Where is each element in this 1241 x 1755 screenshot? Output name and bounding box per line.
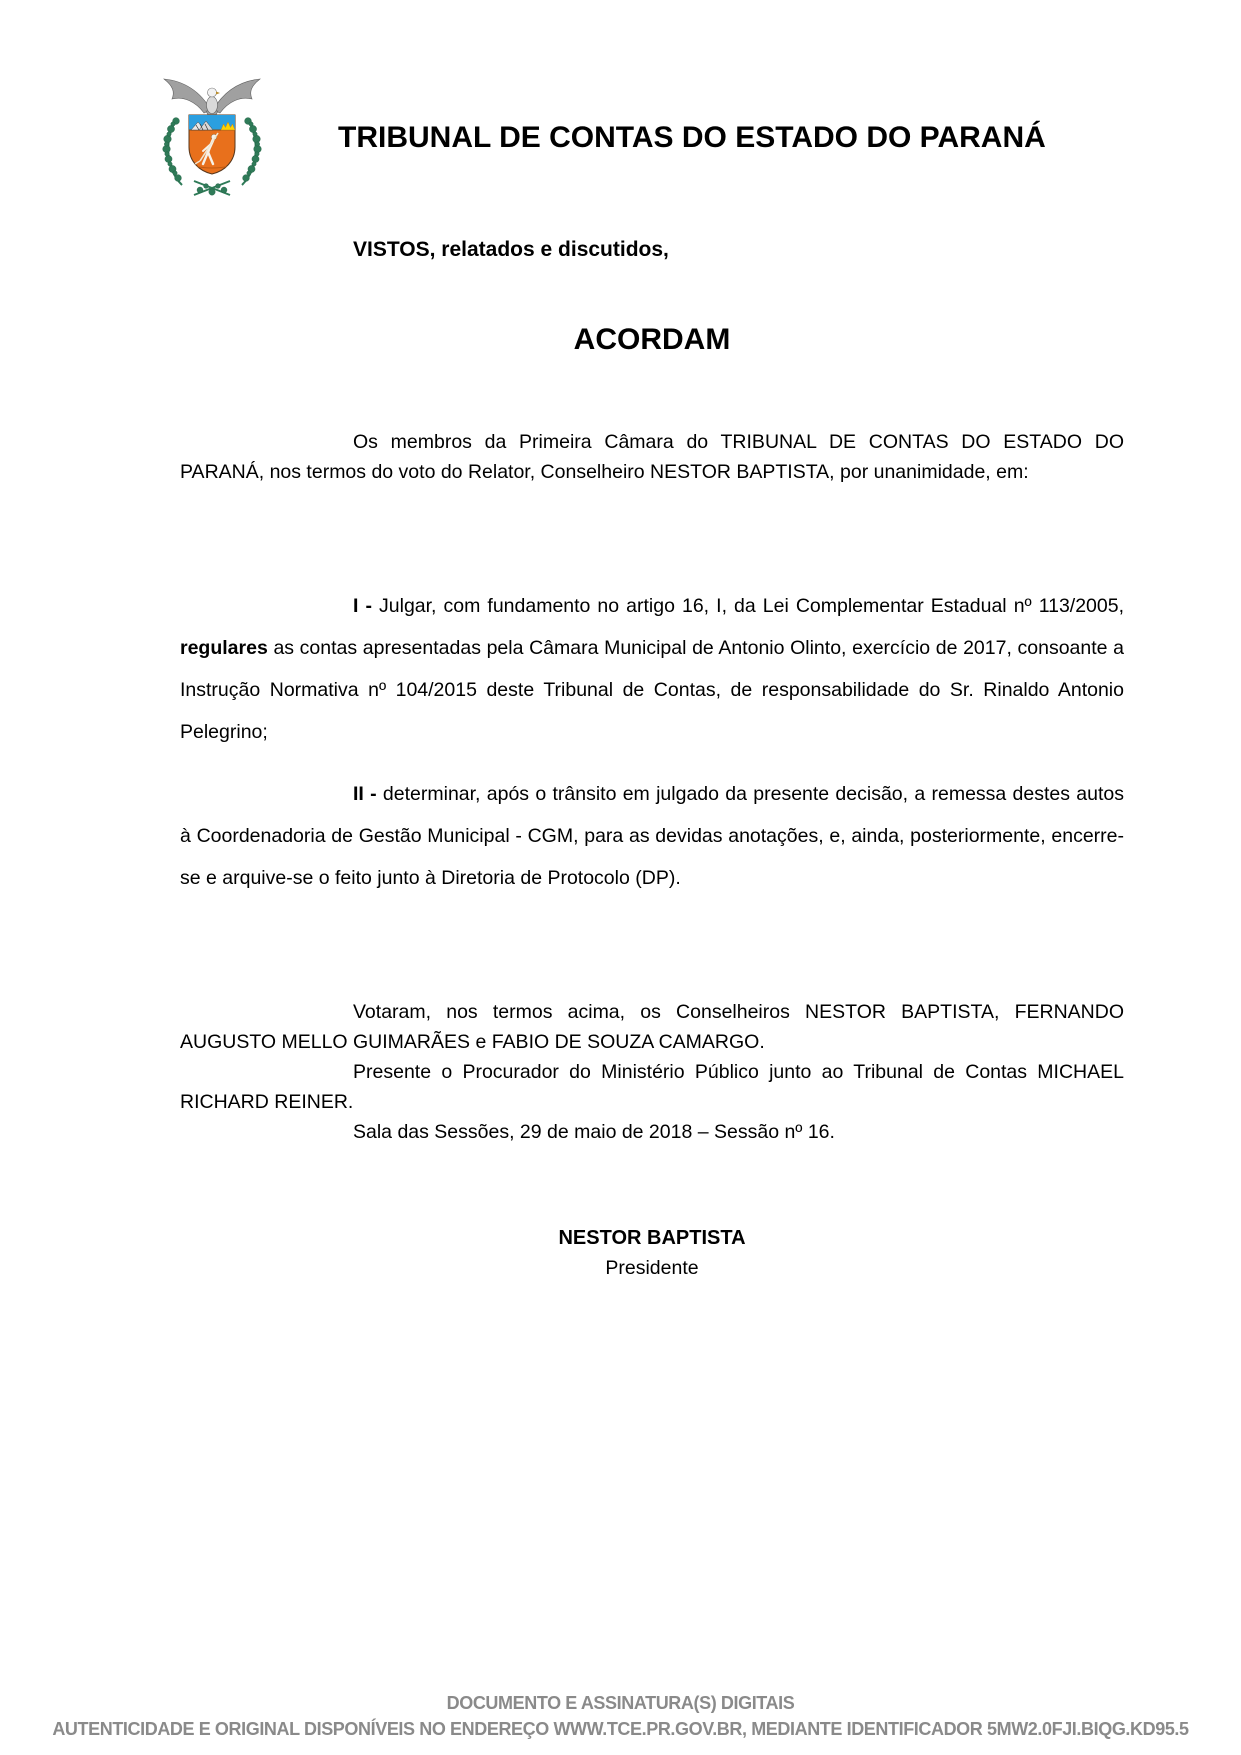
item-1-number: I - bbox=[353, 595, 380, 617]
footer-line-2: AUTENTICIDADE E ORIGINAL DISPONÍVEIS NO ENDEREÇO WWW.TCE.PR.GOV.BR, MEDIANTE IDENTIFICADOR 5MW2.0FJI.BIQG.KD95.5 bbox=[52, 1719, 1189, 1739]
eagle-beak bbox=[216, 92, 220, 95]
document-footer bbox=[0, 1690, 1241, 1742]
page-title: TRIBUNAL DE CONTAS DO ESTADO DO PARANÁ bbox=[338, 121, 1046, 154]
signature-name: NESTOR BAPTISTA bbox=[558, 1227, 746, 1249]
footer-line-1: DOCUMENTO E ASSINATURA(S) DIGITAIS bbox=[446, 1693, 795, 1713]
signature-block bbox=[180, 1223, 1124, 1283]
branch-left bbox=[163, 118, 182, 185]
opening-paragraph: Os membros da Primeira Câmara do TRIBUNAL DE CONTAS DO ESTADO DO PARANÁ, nos termos do voto do Relator, Conselheiro NESTOR BAPTISTA, por unanimidade, em: bbox=[180, 431, 1124, 483]
item-2-text: determinar, após o trânsito em julgado da presente decisão, a remessa destes autos à Coordenadoria de Gestão Municipal - CGM, para as devidas anotações, e, ainda, posteriormente, encerre-se e arquive-se o feito junto à Diretoria de Protocolo (DP). bbox=[180, 783, 1125, 889]
acordam-heading: ACORDAM bbox=[573, 323, 731, 356]
eagle-head bbox=[208, 88, 217, 97]
decision-item-1 bbox=[180, 585, 1124, 753]
item-1-text-a: Julgar, com fundamento no artigo 16, I, da Lei Complementar Estadual nº 113/2005, bbox=[379, 595, 1125, 617]
branch-cross bbox=[194, 181, 230, 195]
parana-coat-of-arms-icon bbox=[156, 77, 268, 201]
sessao-line: Sala das Sessões, 29 de maio de 2018 – Sessão nº 16. bbox=[353, 1121, 835, 1143]
item-1-regulares: regulares bbox=[180, 637, 268, 659]
vistos-line: VISTOS, relatados e discutidos, bbox=[353, 238, 669, 261]
signature-role: Presidente bbox=[605, 1257, 699, 1279]
votaram-paragraph: Votaram, nos termos acima, os Conselheiros NESTOR BAPTISTA, FERNANDO AUGUSTO MELLO GUIMARÃES e FABIO DE SOUZA CAMARGO. bbox=[180, 1001, 1124, 1053]
branch-right bbox=[242, 118, 261, 185]
item-1-text-b: as contas apresentadas pela Câmara Municipal de Antonio Olinto, exercício de 2017, consoante a Instrução Normativa nº 104/2015 deste Tribunal de Contas, de responsabilidade do Sr. Rinaldo Antonio Pelegrino; bbox=[180, 637, 1124, 743]
item-2-number: II - bbox=[353, 783, 383, 805]
presente-paragraph: Presente o Procurador do Ministério Público junto ao Tribunal de Contas MICHAEL RICHARD REINER. bbox=[180, 1061, 1124, 1113]
decision-item-2 bbox=[180, 773, 1124, 899]
